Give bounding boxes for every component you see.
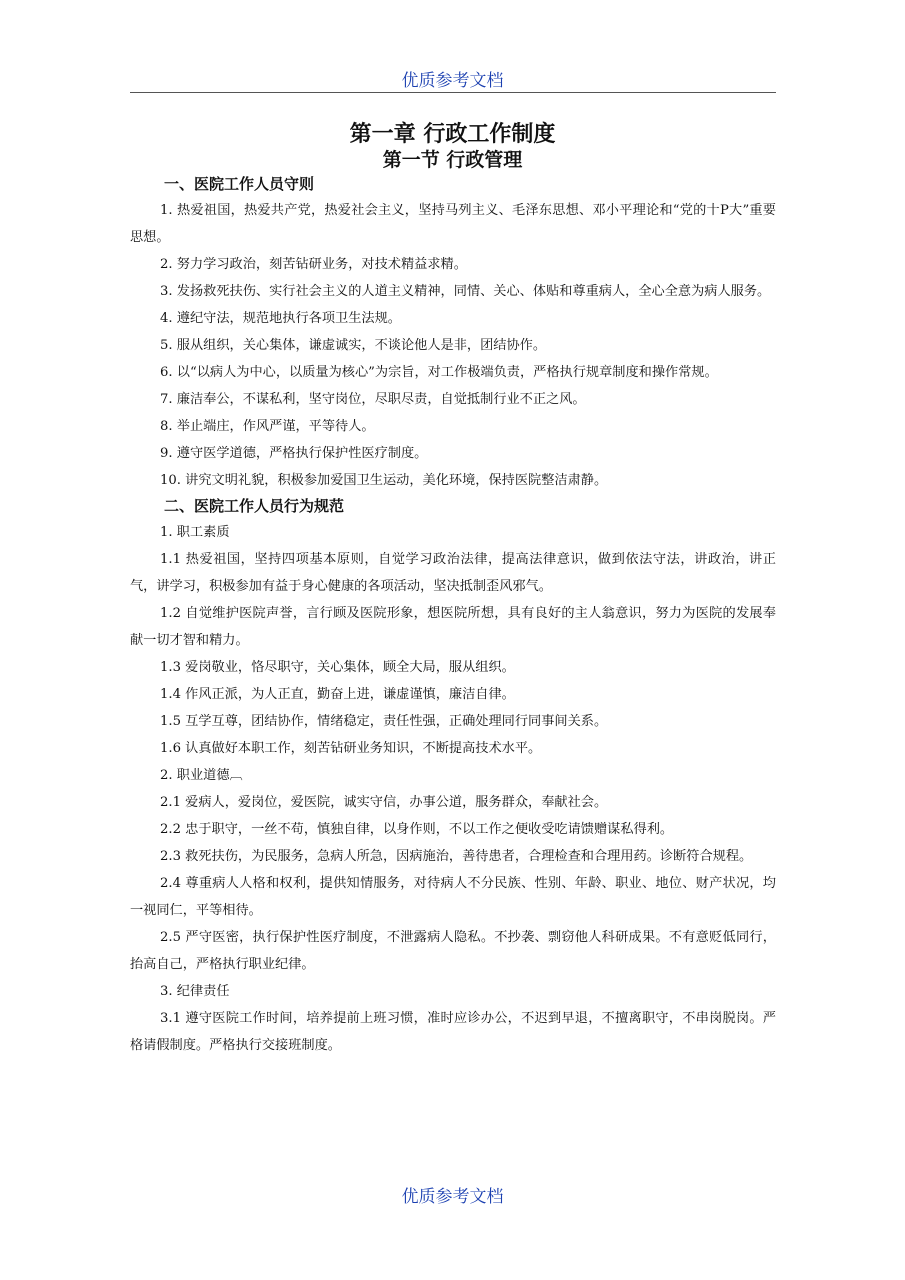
paragraph: 1.2 自觉维护医院声誉，言行顾及医院形象，想医院所想，具有良好的主人翁意识，努力为医院的发展奉献一切才智和精力。: [130, 606, 776, 648]
paragraph: 2.4 尊重病人人格和权利，提供知情服务，对待病人不分民族、性别、年龄、职业、地位、财产状况，均一视同仁，平等相待。: [130, 876, 776, 918]
paragraph: 6. 以“以病人为中心，以质量为核心”为宗旨，对工作极端负责，严格执行规章制度和操作常规。: [160, 365, 718, 380]
chapter-title: 第一章 行政工作制度: [349, 122, 556, 147]
paragraph: 4. 遵纪守法，规范地执行各项卫生法规。: [160, 311, 401, 326]
paragraph: 1. 热爱祖国，热爱共产党，热爱社会主义，坚持马列主义、毛泽东思想、邓小平理论和“党的十P大”重要思想。: [130, 203, 776, 245]
paragraph: 2. 职业道德︹: [160, 768, 243, 783]
paragraph: 2.3 救死扶伤，为民服务，急病人所急，因病施治，善待患者，合理检查和合理用药。诊断符合规程。: [160, 849, 753, 864]
paragraph: 7. 廉洁奉公，不谋私利，坚守岗位，尽职尽责，自觉抵制行业不正之风。: [160, 392, 586, 407]
part2-heading: 二、医院工作人员行为规范: [164, 497, 345, 515]
paragraph: 2.1 爱病人，爱岗位，爱医院，诚实守信，办事公道，服务群众，奉献社会。: [160, 795, 608, 810]
paragraph: 2.5 严守医密，执行保护性医疗制度，不泄露病人隐私。不抄袭、剽窃他人科研成果。不有意贬低同行，抬高自己，严格执行职业纪律。: [130, 930, 776, 972]
paragraph: 1.5 互学互尊，团结协作，情绪稳定，责任性强，正确处理同行同事间关系。: [160, 714, 608, 729]
part1-heading: 一、医院工作人员守则: [164, 175, 315, 193]
paragraph: 1.3 爱岗敬业，恪尽职守，关心集体，顾全大局，服从组织。: [160, 660, 515, 675]
paragraph: 3. 纪律责任: [160, 984, 230, 999]
paragraph: 5. 服从组织，关心集体，谦虚诚实，不谈论他人是非，团结协作。: [160, 338, 547, 353]
paragraph: 1.4 作风正派，为人正直，勤奋上进，谦虚谨慎，廉洁自律。: [160, 687, 515, 702]
paragraph: 10. 讲究文明礼貌，积极参加爱国卫生运动，美化环境，保持医院整洁肃静。: [160, 473, 608, 488]
paragraph: 1.6 认真做好本职工作，刻苦钻研业务知识，不断提高技术水平。: [160, 741, 542, 756]
section-title: 第一节 行政管理: [382, 149, 523, 171]
paragraph: 2. 努力学习政治，刻苦钻研业务，对技术精益求精。: [160, 257, 467, 272]
header-divider: [130, 92, 776, 93]
paragraph: 8. 举止端庄，作风严谨，平等待人。: [160, 419, 375, 434]
paragraph: 9. 遵守医学道德，严格执行保护性医疗制度。: [160, 446, 428, 461]
page-header: 优质参考文档: [401, 71, 504, 91]
paragraph: 3.1 遵守医院工作时间，培养提前上班习惯，准时应诊办公，不迟到早退，不擅离职守，不串岗脱岗。严格请假制度。严格执行交接班制度。: [130, 1011, 776, 1053]
paragraph: 3. 发扬救死扶伤、实行社会主义的人道主义精神，同情、关心、体贴和尊重病人，全心全意为病人服务。: [160, 284, 771, 299]
paragraph: 2.2 忠于职守，一丝不苟，慎独自律，以身作则，不以工作之便收受吃请馈赠谋私得利。: [160, 822, 674, 837]
paragraph: 1. 职工素质: [160, 525, 230, 540]
page-footer: 优质参考文档: [401, 1187, 504, 1207]
document-body: [130, 172, 776, 1059]
paragraph: 1.1 热爱祖国，坚持四项基本原则，自觉学习政治法律，提高法律意识，做到依法守法，讲政治，讲正气，讲学习，积极参加有益于身心健康的各项活动，坚决抵制歪风邪气。: [130, 552, 776, 594]
